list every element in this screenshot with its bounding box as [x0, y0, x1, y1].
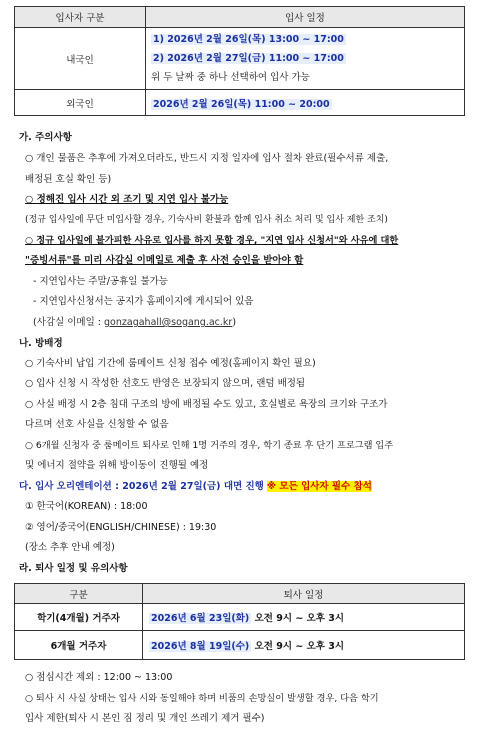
semester-moveout: 2026년 6월 23일(화) 오전 9시 ~ 오후 3시 [143, 604, 465, 631]
moveout-date: 2026년 8월 19일(수) [151, 641, 250, 652]
orientation-line: (장소 추후 안내 예정) [25, 542, 115, 553]
category-semester: 학기(4개월) 거주자 [15, 604, 143, 631]
schedule-option-1: 1) 2026년 2월 26일(목) 13:00 ~ 17:00 [153, 34, 344, 45]
room-line: ○ 입사 신청 시 작성한 선호도 반영은 보장되지 않으며, 랜덤 배정됨 [25, 378, 306, 389]
section-title: 나. 방배정 [19, 338, 63, 349]
orientation-line: ① 한국어(KOREAN) : 18:00 [25, 501, 148, 512]
moveout-line: ○ 점심시간 제외 : 12:00 ~ 13:00 [25, 672, 173, 683]
table-header: 입사 일정 [146, 7, 465, 28]
6month-moveout: 2026년 8월 19일(수) 오전 9시 ~ 오후 3시 [143, 631, 465, 660]
room-line: ○ 기숙사비 납입 기간에 룸메이트 신청 접수 예정(홈페이지 확인 필요) [25, 358, 316, 369]
category-foreign: 외국인 [15, 90, 146, 116]
schedule-option-2: 2) 2026년 2월 27일(금) 11:00 ~ 17:00 [153, 53, 344, 64]
notice-line: 배정된 호실 확인 등) [25, 174, 112, 185]
room-line: 다르며 선호 사실을 신청할 수 없음 [25, 419, 169, 430]
room-line: ○ 6개월 신청자 중 룸메이트 퇴사로 인해 1명 거주의 경우, 학기 종료 후 단기 프로그램 입주 [25, 440, 394, 451]
domestic-schedule [146, 28, 465, 90]
move-out-schedule-table [14, 583, 465, 660]
section-title: 라. 퇴사 일정 및 유의사항 [19, 563, 128, 574]
orientation-line: ② 영어/중국어(ENGLISH/CHINESE) : 19:30 [25, 522, 217, 533]
room-line: ○ 사실 배정 시 2층 침대 구조의 방에 배정될 수도 있고, 호실별로 욕장의 크기와 구조가 [25, 399, 388, 410]
notice-line-emphasis: ○ 정규 입사일에 불가피한 사유로 입사를 하지 못할 경우, "지연 입사 신청서"와 사유에 대한 [25, 235, 399, 246]
moveout-date: 2026년 6월 23일(화) [151, 613, 250, 624]
room-line: 및 에너지 절약을 위해 방이동이 진행될 예정 [25, 460, 209, 471]
table-header: 입사자 구분 [15, 7, 146, 28]
move-in-schedule-table [14, 6, 465, 116]
orientation-title: 다. 입사 오리엔테이션 : 2026년 2월 27일(금) 대면 진행 ※ 모든 입사자 필수 참석 [19, 481, 372, 492]
notice-line: ○ 개인 물품은 추후에 가져오더라도, 반드시 지정 일자에 입사 절차 완료(필수서류 제출, [25, 153, 389, 164]
schedule-note: 위 두 날짜 중 하나 선택하여 입사 가능 [151, 72, 310, 83]
notice-line-emphasis: ○ 정해진 입사 시간 외 조기 및 지연 입사 불가능 [25, 194, 229, 205]
notice-line: (정규 입사일에 무단 미입사할 경우, 기숙사비 환불과 함께 입사 취소 처리 및 입사 제한 조치) [25, 215, 388, 225]
foreign-schedule-date: 2026년 2월 26일(목) 11:00 ~ 20:00 [153, 98, 330, 110]
section-title: 가. 주의사항 [19, 132, 72, 143]
required-notice: ※ 모든 입사자 필수 참석 [266, 481, 372, 492]
foreign-schedule [146, 90, 465, 116]
category-domestic: 내국인 [15, 28, 146, 90]
moveout-line: ○ 퇴사 시 사실 상태는 입사 시와 동일해야 하며 비품의 손망실이 발생할 경우, 다음 학기 [25, 693, 379, 704]
notice-line-emphasis: "증빙서류"를 미리 사감실 이메일로 제출 후 사전 승인을 받아야 함 [25, 255, 304, 266]
notice-subline: - 지연입사는 주말/공휴일 불가능 [33, 276, 168, 287]
email-line: (사감실 이메일 : gonzagahall@sogang.ac.kr) [33, 317, 237, 328]
notice-subline: - 지연입사신청서는 공지가 홈페이지에 게시되어 있음 [33, 296, 254, 307]
category-6month: 6개월 거주자 [15, 631, 143, 660]
table-header: 구분 [15, 584, 143, 604]
moveout-line: 입사 제한(퇴사 시 본인 짐 정리 및 개인 쓰레기 제거 필수) [25, 713, 265, 724]
table-header: 퇴사 일정 [143, 584, 465, 604]
email-link[interactable]: gonzagahall@sogang.ac.kr [104, 317, 233, 328]
